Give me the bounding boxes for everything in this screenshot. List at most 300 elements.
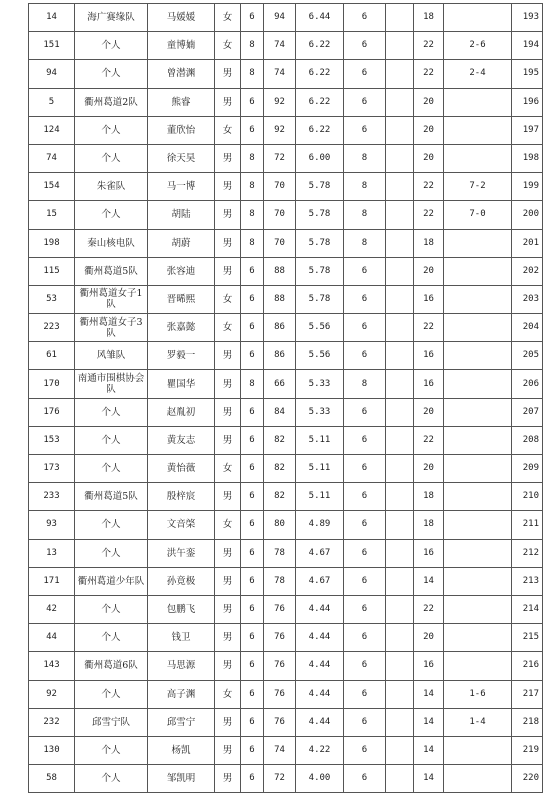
- cell-player-name: 赵胤初: [148, 398, 215, 426]
- cell-gender: 男: [215, 88, 241, 116]
- cell-rounds: 6: [241, 765, 264, 793]
- cell-average: 5.33: [296, 370, 344, 398]
- table-row: [29, 314, 543, 342]
- cell-rounds: 6: [241, 455, 264, 483]
- cell-rank: 198: [512, 144, 543, 172]
- cell-team: 海广赛缘队: [75, 4, 148, 32]
- cell-player-id: 58: [29, 765, 75, 793]
- cell-col11: [444, 455, 512, 483]
- cell-col11: 7-0: [444, 201, 512, 229]
- cell-player-name: 罗毅一: [148, 342, 215, 370]
- cell-rounds: 8: [241, 201, 264, 229]
- cell-wins: 6: [344, 116, 386, 144]
- cell-team: 衢州葛道6队: [75, 652, 148, 680]
- cell-col9: [386, 539, 414, 567]
- cell-col11: 1-6: [444, 680, 512, 708]
- cell-col11: 2-6: [444, 32, 512, 60]
- cell-score: 86: [264, 314, 296, 342]
- cell-col10: 22: [414, 60, 444, 88]
- table-row: [29, 342, 543, 370]
- cell-wins: 6: [344, 257, 386, 285]
- cell-player-name: 张容迪: [148, 257, 215, 285]
- cell-team: 衢州葛道5队: [75, 257, 148, 285]
- cell-gender: 男: [215, 342, 241, 370]
- table-row: [29, 736, 543, 764]
- cell-score: 88: [264, 285, 296, 313]
- cell-col9: [386, 370, 414, 398]
- cell-rounds: 6: [241, 398, 264, 426]
- cell-score: 76: [264, 652, 296, 680]
- cell-col9: [386, 314, 414, 342]
- cell-col10: 18: [414, 229, 444, 257]
- cell-rank: 193: [512, 4, 543, 32]
- cell-average: 5.11: [296, 483, 344, 511]
- cell-gender: 男: [215, 201, 241, 229]
- cell-rounds: 8: [241, 60, 264, 88]
- cell-col10: 14: [414, 736, 444, 764]
- cell-wins: 6: [344, 680, 386, 708]
- cell-col10: 22: [414, 201, 444, 229]
- cell-average: 5.11: [296, 455, 344, 483]
- cell-rank: 218: [512, 708, 543, 736]
- cell-gender: 女: [215, 314, 241, 342]
- cell-col10: 20: [414, 257, 444, 285]
- cell-col9: [386, 144, 414, 172]
- cell-col9: [386, 257, 414, 285]
- cell-col10: 20: [414, 116, 444, 144]
- cell-team: 朱雀队: [75, 173, 148, 201]
- cell-average: 4.44: [296, 708, 344, 736]
- cell-gender: 男: [215, 624, 241, 652]
- cell-col10: 22: [414, 426, 444, 454]
- cell-col9: [386, 455, 414, 483]
- cell-col10: 14: [414, 567, 444, 595]
- cell-score: 94: [264, 4, 296, 32]
- cell-wins: 6: [344, 314, 386, 342]
- cell-rounds: 6: [241, 736, 264, 764]
- cell-gender: 女: [215, 116, 241, 144]
- cell-gender: 女: [215, 455, 241, 483]
- cell-rank: 204: [512, 314, 543, 342]
- cell-col9: [386, 173, 414, 201]
- cell-player-id: 74: [29, 144, 75, 172]
- cell-col11: 2-4: [444, 60, 512, 88]
- cell-col9: [386, 398, 414, 426]
- cell-score: 82: [264, 483, 296, 511]
- cell-col10: 20: [414, 88, 444, 116]
- cell-rounds: 8: [241, 370, 264, 398]
- cell-rank: 214: [512, 595, 543, 623]
- cell-score: 70: [264, 201, 296, 229]
- cell-rank: 207: [512, 398, 543, 426]
- cell-player-name: 黄友志: [148, 426, 215, 454]
- cell-player-name: 徐天昊: [148, 144, 215, 172]
- cell-team: 衢州葛道女子1队: [75, 285, 148, 313]
- cell-team: 个人: [75, 539, 148, 567]
- cell-wins: 6: [344, 708, 386, 736]
- table-row: [29, 511, 543, 539]
- cell-gender: 女: [215, 285, 241, 313]
- cell-player-id: 115: [29, 257, 75, 285]
- cell-col9: [386, 595, 414, 623]
- cell-gender: 男: [215, 708, 241, 736]
- cell-player-name: 包鹏飞: [148, 595, 215, 623]
- cell-wins: 6: [344, 652, 386, 680]
- cell-wins: 8: [344, 173, 386, 201]
- cell-player-id: 154: [29, 173, 75, 201]
- cell-score: 76: [264, 624, 296, 652]
- cell-gender: 女: [215, 511, 241, 539]
- cell-player-id: 153: [29, 426, 75, 454]
- cell-average: 5.56: [296, 314, 344, 342]
- cell-score: 74: [264, 32, 296, 60]
- cell-team: 个人: [75, 680, 148, 708]
- cell-average: 4.00: [296, 765, 344, 793]
- cell-col9: [386, 765, 414, 793]
- cell-score: 76: [264, 680, 296, 708]
- table-row: [29, 370, 543, 398]
- cell-team: 个人: [75, 398, 148, 426]
- cell-col11: [444, 624, 512, 652]
- cell-col9: [386, 483, 414, 511]
- cell-average: 5.11: [296, 426, 344, 454]
- cell-col11: [444, 765, 512, 793]
- cell-score: 78: [264, 539, 296, 567]
- cell-col10: 16: [414, 539, 444, 567]
- table-row: [29, 539, 543, 567]
- cell-col9: [386, 426, 414, 454]
- cell-average: 4.67: [296, 567, 344, 595]
- cell-team: 个人: [75, 32, 148, 60]
- cell-player-name: 高子渊: [148, 680, 215, 708]
- cell-rank: 206: [512, 370, 543, 398]
- cell-score: 72: [264, 144, 296, 172]
- cell-col11: [444, 370, 512, 398]
- cell-player-name: 马媛媛: [148, 4, 215, 32]
- cell-col9: [386, 60, 414, 88]
- cell-rank: 215: [512, 624, 543, 652]
- cell-team: 邱雪宁队: [75, 708, 148, 736]
- cell-player-id: 233: [29, 483, 75, 511]
- cell-wins: 6: [344, 285, 386, 313]
- cell-gender: 男: [215, 652, 241, 680]
- cell-wins: 6: [344, 342, 386, 370]
- cell-col10: 14: [414, 680, 444, 708]
- cell-col11: 1-4: [444, 708, 512, 736]
- cell-rank: 205: [512, 342, 543, 370]
- cell-gender: 男: [215, 370, 241, 398]
- table-row: [29, 257, 543, 285]
- cell-rounds: 8: [241, 173, 264, 201]
- cell-player-name: 钱卫: [148, 624, 215, 652]
- table-row: [29, 173, 543, 201]
- cell-gender: 男: [215, 736, 241, 764]
- cell-player-id: 223: [29, 314, 75, 342]
- cell-rounds: 6: [241, 116, 264, 144]
- cell-score: 70: [264, 173, 296, 201]
- table-row: [29, 398, 543, 426]
- cell-player-id: 14: [29, 4, 75, 32]
- cell-average: 6.22: [296, 60, 344, 88]
- cell-player-id: 42: [29, 595, 75, 623]
- cell-rank: 212: [512, 539, 543, 567]
- cell-col9: [386, 116, 414, 144]
- cell-player-id: 198: [29, 229, 75, 257]
- cell-wins: 6: [344, 595, 386, 623]
- cell-rounds: 6: [241, 680, 264, 708]
- cell-average: 6.44: [296, 4, 344, 32]
- cell-gender: 男: [215, 229, 241, 257]
- cell-col9: [386, 652, 414, 680]
- cell-rank: 219: [512, 736, 543, 764]
- cell-team: 个人: [75, 144, 148, 172]
- cell-col11: [444, 426, 512, 454]
- cell-player-name: 瞿国华: [148, 370, 215, 398]
- cell-player-name: 张嘉懿: [148, 314, 215, 342]
- cell-col9: [386, 567, 414, 595]
- cell-rank: 197: [512, 116, 543, 144]
- cell-team: 个人: [75, 201, 148, 229]
- cell-wins: 6: [344, 426, 386, 454]
- cell-col11: [444, 314, 512, 342]
- table-row: [29, 285, 543, 313]
- cell-gender: 男: [215, 144, 241, 172]
- cell-player-name: 童博婻: [148, 32, 215, 60]
- cell-average: 6.22: [296, 116, 344, 144]
- cell-col9: [386, 736, 414, 764]
- cell-score: 78: [264, 567, 296, 595]
- cell-rank: 195: [512, 60, 543, 88]
- cell-wins: 6: [344, 32, 386, 60]
- cell-col11: [444, 736, 512, 764]
- cell-rounds: 6: [241, 567, 264, 595]
- cell-col10: 22: [414, 173, 444, 201]
- cell-col10: 18: [414, 4, 444, 32]
- cell-score: 82: [264, 455, 296, 483]
- cell-rank: 208: [512, 426, 543, 454]
- cell-col11: [444, 88, 512, 116]
- cell-rounds: 6: [241, 88, 264, 116]
- cell-col9: [386, 342, 414, 370]
- cell-score: 88: [264, 257, 296, 285]
- cell-col11: [444, 144, 512, 172]
- cell-average: 5.33: [296, 398, 344, 426]
- cell-col11: 7-2: [444, 173, 512, 201]
- cell-col10: 18: [414, 483, 444, 511]
- cell-rounds: 6: [241, 4, 264, 32]
- cell-score: 66: [264, 370, 296, 398]
- cell-player-name: 杨凯: [148, 736, 215, 764]
- cell-rank: 220: [512, 765, 543, 793]
- cell-rounds: 8: [241, 32, 264, 60]
- table-row: [29, 455, 543, 483]
- table-row: [29, 765, 543, 793]
- cell-player-id: 5: [29, 88, 75, 116]
- cell-rounds: 6: [241, 624, 264, 652]
- cell-player-name: 晋晞熙: [148, 285, 215, 313]
- cell-gender: 女: [215, 4, 241, 32]
- cell-player-name: 黄怡薇: [148, 455, 215, 483]
- cell-team: 个人: [75, 595, 148, 623]
- table-row: [29, 4, 543, 32]
- cell-col10: 18: [414, 511, 444, 539]
- cell-col10: 16: [414, 285, 444, 313]
- cell-wins: 6: [344, 455, 386, 483]
- cell-average: 6.22: [296, 88, 344, 116]
- cell-score: 86: [264, 342, 296, 370]
- cell-rounds: 6: [241, 314, 264, 342]
- table-row: [29, 426, 543, 454]
- cell-player-id: 151: [29, 32, 75, 60]
- cell-rounds: 6: [241, 483, 264, 511]
- cell-col11: [444, 595, 512, 623]
- cell-gender: 男: [215, 595, 241, 623]
- cell-player-id: 15: [29, 201, 75, 229]
- cell-rank: 217: [512, 680, 543, 708]
- cell-rounds: 6: [241, 511, 264, 539]
- cell-average: 5.78: [296, 229, 344, 257]
- cell-score: 76: [264, 595, 296, 623]
- cell-average: 5.78: [296, 257, 344, 285]
- cell-player-id: 173: [29, 455, 75, 483]
- cell-col9: [386, 88, 414, 116]
- cell-team: 衢州葛道少年队: [75, 567, 148, 595]
- table-row: [29, 229, 543, 257]
- cell-player-id: 61: [29, 342, 75, 370]
- cell-average: 6.00: [296, 144, 344, 172]
- cell-score: 92: [264, 88, 296, 116]
- cell-col10: 20: [414, 455, 444, 483]
- table-row: [29, 680, 543, 708]
- cell-wins: 6: [344, 624, 386, 652]
- cell-col11: [444, 342, 512, 370]
- cell-score: 72: [264, 765, 296, 793]
- cell-player-id: 92: [29, 680, 75, 708]
- cell-team: 个人: [75, 511, 148, 539]
- cell-player-id: 53: [29, 285, 75, 313]
- cell-rank: 196: [512, 88, 543, 116]
- cell-score: 74: [264, 736, 296, 764]
- cell-col11: [444, 511, 512, 539]
- cell-average: 4.22: [296, 736, 344, 764]
- cell-rounds: 8: [241, 144, 264, 172]
- table-row: [29, 708, 543, 736]
- cell-rank: 209: [512, 455, 543, 483]
- cell-player-id: 130: [29, 736, 75, 764]
- cell-col9: [386, 32, 414, 60]
- cell-col9: [386, 4, 414, 32]
- cell-team: 个人: [75, 455, 148, 483]
- cell-col11: [444, 398, 512, 426]
- cell-col9: [386, 229, 414, 257]
- cell-team: 秦山核电队: [75, 229, 148, 257]
- cell-col10: 22: [414, 32, 444, 60]
- cell-average: 5.56: [296, 342, 344, 370]
- table-row: [29, 624, 543, 652]
- cell-col10: 20: [414, 144, 444, 172]
- table-row: [29, 201, 543, 229]
- cell-col10: 22: [414, 595, 444, 623]
- cell-team: 个人: [75, 116, 148, 144]
- cell-player-id: 170: [29, 370, 75, 398]
- cell-gender: 女: [215, 680, 241, 708]
- cell-wins: 6: [344, 398, 386, 426]
- cell-score: 76: [264, 708, 296, 736]
- cell-rounds: 6: [241, 426, 264, 454]
- cell-player-id: 13: [29, 539, 75, 567]
- table-row: [29, 567, 543, 595]
- cell-col10: 16: [414, 342, 444, 370]
- cell-rounds: 8: [241, 229, 264, 257]
- cell-col9: [386, 708, 414, 736]
- cell-rank: 211: [512, 511, 543, 539]
- cell-gender: 男: [215, 539, 241, 567]
- cell-wins: 8: [344, 370, 386, 398]
- cell-score: 92: [264, 116, 296, 144]
- cell-player-id: 143: [29, 652, 75, 680]
- cell-gender: 女: [215, 32, 241, 60]
- cell-col11: [444, 116, 512, 144]
- cell-gender: 男: [215, 426, 241, 454]
- table-row: [29, 116, 543, 144]
- cell-player-name: 殷梓宸: [148, 483, 215, 511]
- cell-gender: 男: [215, 398, 241, 426]
- cell-col9: [386, 201, 414, 229]
- cell-col11: [444, 652, 512, 680]
- cell-rounds: 6: [241, 652, 264, 680]
- cell-rank: 201: [512, 229, 543, 257]
- table-body: [29, 4, 543, 793]
- cell-team: 衢州葛道2队: [75, 88, 148, 116]
- cell-rounds: 6: [241, 595, 264, 623]
- cell-average: 5.78: [296, 173, 344, 201]
- cell-col11: [444, 229, 512, 257]
- cell-score: 84: [264, 398, 296, 426]
- cell-wins: 6: [344, 483, 386, 511]
- cell-rank: 213: [512, 567, 543, 595]
- cell-player-name: 曾潜渊: [148, 60, 215, 88]
- cell-average: 4.44: [296, 595, 344, 623]
- cell-player-id: 171: [29, 567, 75, 595]
- cell-player-name: 胡陆: [148, 201, 215, 229]
- cell-team: 个人: [75, 426, 148, 454]
- cell-rounds: 6: [241, 285, 264, 313]
- cell-average: 4.89: [296, 511, 344, 539]
- cell-average: 4.44: [296, 652, 344, 680]
- cell-player-name: 熊睿: [148, 88, 215, 116]
- cell-gender: 男: [215, 60, 241, 88]
- cell-wins: 6: [344, 736, 386, 764]
- cell-player-id: 94: [29, 60, 75, 88]
- table-row: [29, 144, 543, 172]
- cell-col9: [386, 680, 414, 708]
- cell-average: 5.78: [296, 285, 344, 313]
- table-row: [29, 88, 543, 116]
- cell-col11: [444, 539, 512, 567]
- cell-col10: 16: [414, 370, 444, 398]
- cell-score: 74: [264, 60, 296, 88]
- cell-average: 6.22: [296, 32, 344, 60]
- cell-rank: 200: [512, 201, 543, 229]
- cell-team: 衢州葛道5队: [75, 483, 148, 511]
- cell-rank: 210: [512, 483, 543, 511]
- cell-wins: 8: [344, 229, 386, 257]
- cell-team: 衢州葛道女子3队: [75, 314, 148, 342]
- cell-player-name: 邹凯明: [148, 765, 215, 793]
- cell-player-name: 文音棨: [148, 511, 215, 539]
- cell-wins: 6: [344, 511, 386, 539]
- cell-gender: 男: [215, 173, 241, 201]
